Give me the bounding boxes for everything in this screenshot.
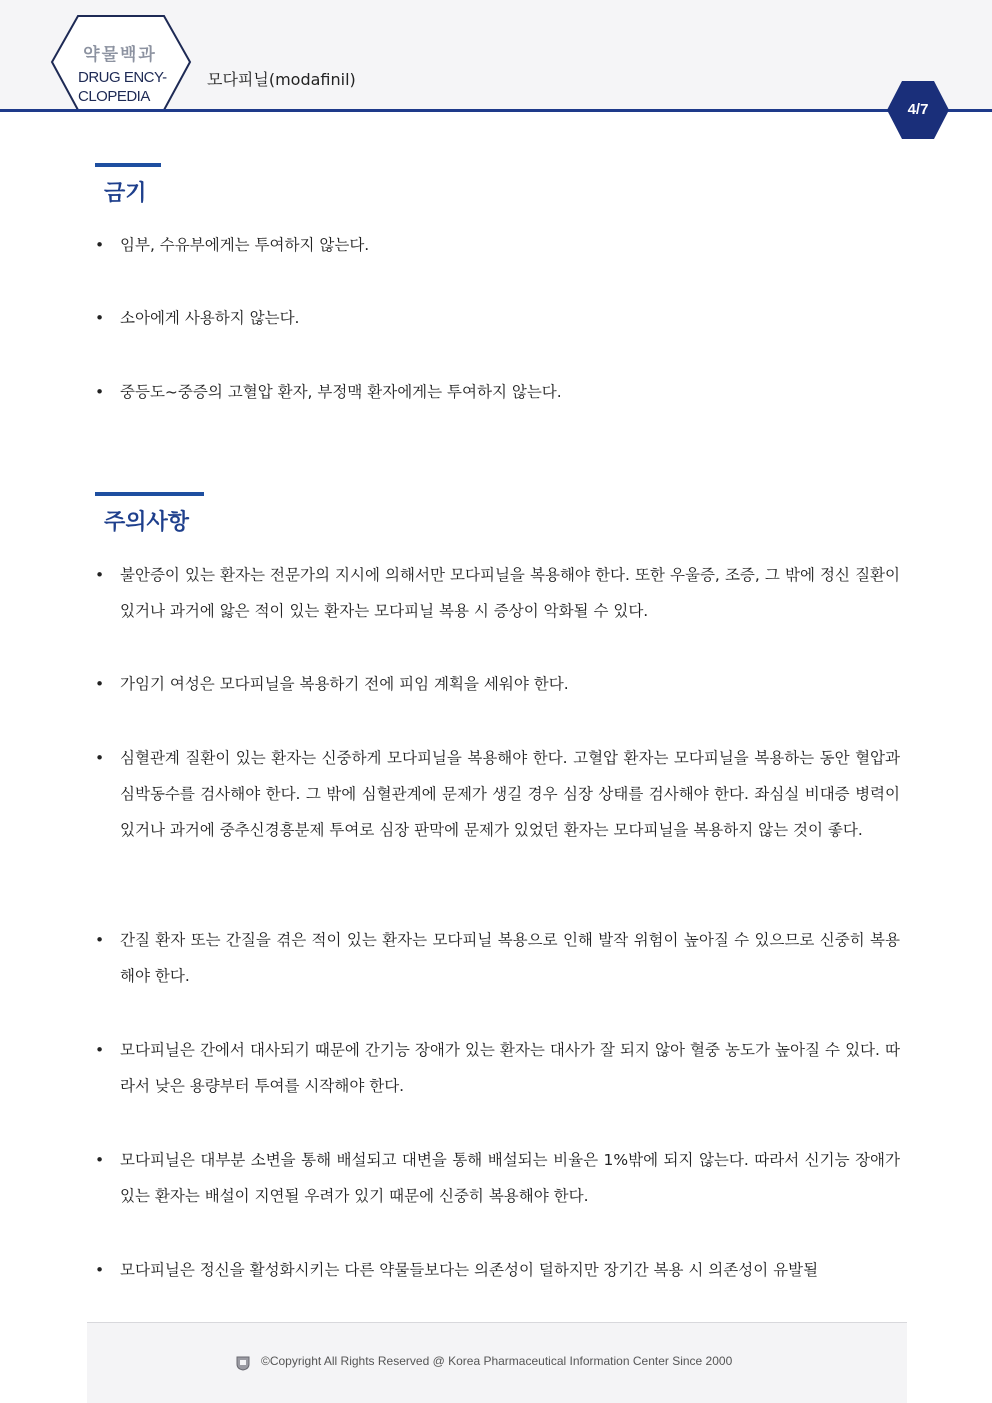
page-footer (87, 1322, 907, 1403)
list-item-text: 가임기 여성은 모다피닐을 복용하기 전에 피임 계획을 세워야 한다. (120, 675, 569, 693)
list-item (95, 374, 900, 410)
list-item-text: 간질 환자 또는 간질을 겪은 적이 있는 환자는 모다피닐 복용으로 인해 발작 위험이 높아질 수 있으므로 신중히 복용해야 한다. (120, 931, 900, 985)
section-title-contraindications: 금기 (104, 181, 147, 206)
header-divider (0, 109, 992, 112)
logo-korean-text: 약물백과 (83, 45, 157, 65)
list-item (95, 300, 900, 336)
list-item-text: 불안증이 있는 환자는 전문가의 지시에 의해서만 모다피닐을 복용해야 한다. 또한 우울증, 조증, 그 밖에 정신 질환이 있거나 과거에 앓은 적이 있는 환자는 모다피닐 복용 시 증상이 악화될 수 있다. (120, 566, 900, 620)
logo-english-line2: CLOPEDIA (78, 88, 150, 105)
copyright-text: ©Copyright All Rights Reserved @ Korea Pharmaceutical Information Center Since 2000 (261, 1354, 733, 1368)
bullet-icon: • (95, 1261, 105, 1279)
section-title-precautions: 주의사항 (104, 510, 190, 535)
list-item-text: 모다피닐은 간에서 대사되기 때문에 간기능 장애가 있는 환자는 대사가 잘 되지 않아 혈중 농도가 높아질 수 있다. 따라서 낮은 용량부터 투여를 시작해야 한다. (120, 1041, 900, 1095)
bullet-icon: • (95, 1151, 105, 1169)
list-item-text: 모다피닐은 대부분 소변을 통해 배설되고 대변을 통해 배설되는 비율은 1%밖에 되지 않는다. 따라서 신기능 장애가 있는 환자는 배설이 지연될 우려가 있기 때문에 신중히 복용해야 한다. (120, 1151, 900, 1205)
list-item-text: 소아에게 사용하지 않는다. (120, 309, 300, 327)
page-indicator: 4/7 (907, 101, 929, 118)
logo-english-line1: DRUG ENCY- (78, 69, 167, 86)
list-item-text: 임부, 수유부에게는 투여하지 않는다. (120, 236, 370, 254)
list-item (95, 1252, 900, 1288)
list-item (95, 922, 900, 994)
list-item (95, 1032, 900, 1104)
list-item (95, 557, 900, 629)
bullet-icon: • (95, 675, 105, 693)
list-item-text: 모다피닐은 정신을 활성화시키는 다른 약물들보다는 의존성이 덜하지만 장기간 복용 시 의존성이 유발될 (120, 1261, 819, 1279)
bullet-icon: • (95, 383, 105, 401)
list-item (95, 227, 900, 263)
list-item (95, 740, 900, 848)
list-item (95, 1142, 900, 1214)
bullet-icon: • (95, 1041, 105, 1059)
bullet-icon: • (95, 931, 105, 949)
list-item-text: 중등도~중증의 고혈압 환자, 부정맥 환자에게는 투여하지 않는다. (120, 383, 562, 401)
bullet-icon: • (95, 236, 105, 254)
list-item-text: 심혈관계 질환이 있는 환자는 신중하게 모다피닐을 복용해야 한다. 고혈압 환자는 모다피닐을 복용하는 동안 혈압과 심박동수를 검사해야 한다. 그 밖에 심혈관계에 문제가 생길 경우 심장 상태를 검사해야 한다. 좌심실 비대증 병력이 있거나 과거에 중추신경흥분제 투여로 심장 판막에 문제가 있었던 환자는 모다피닐을 복용하지 않는 것이 좋다. (120, 749, 900, 839)
section-bar-contraindications (95, 163, 161, 167)
logo-english-text (78, 68, 168, 106)
list-item (95, 666, 900, 702)
institution-crest-icon (235, 1355, 251, 1371)
bullet-icon: • (95, 566, 105, 584)
document-title: 모다피닐(modafinil) (207, 70, 356, 89)
bullet-icon: • (95, 749, 105, 767)
section-bar-precautions (95, 492, 204, 496)
bullet-icon: • (95, 309, 105, 327)
